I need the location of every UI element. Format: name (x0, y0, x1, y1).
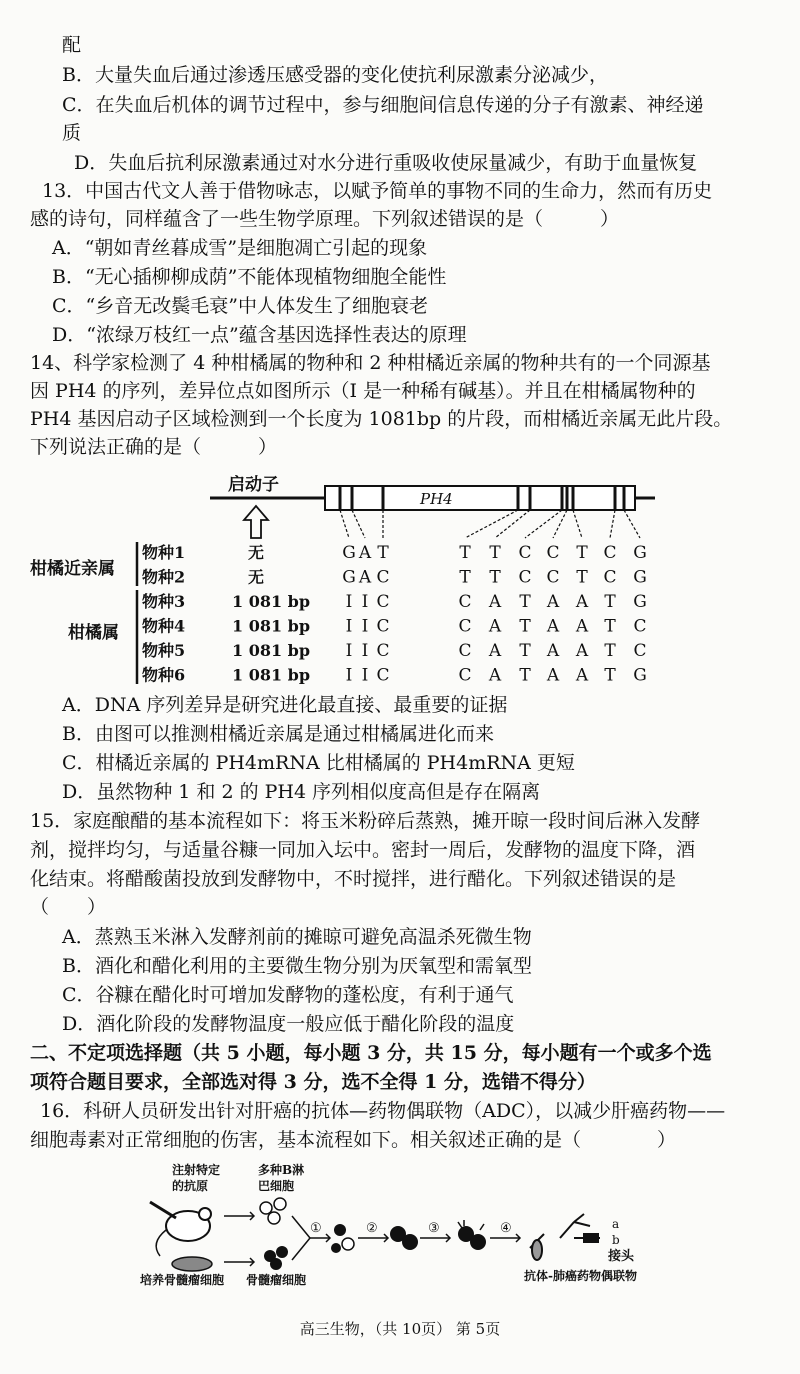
species-name: 物种1 (142, 543, 186, 562)
adc-label: 抗体-肺癌药物偶联物 (524, 1269, 637, 1283)
base-cell: C (458, 641, 472, 661)
fragment-length: 无 (248, 543, 265, 562)
base-cell: G (342, 543, 356, 563)
antibody-drug-icon (530, 1214, 600, 1260)
step-2-label: ② (366, 1221, 378, 1236)
question-15-cont: （ ） (30, 896, 107, 918)
question-14: 14、科学家检测了 4 种柑橘属的物种和 2 种柑橘近亲属的物种共有的一个同源基 (30, 352, 711, 374)
option-c: C．在失血后机体的调节过程中，参与细胞间信息传递的分子有激素、神经递 (62, 94, 704, 116)
base-cell: T (459, 543, 471, 563)
fragment-length: 1 081 bp (232, 616, 311, 636)
q14-option-c: C．柑橘近亲属的 PH4mRNA 比柑橘属的 PH4mRNA 更短 (62, 752, 575, 774)
species-name: 物种2 (142, 567, 186, 587)
question-16-cont: 细胞毒素对正常细胞的伤害，基本流程如下。相关叙述正确的是（ ） (30, 1129, 677, 1151)
base-cell: G (342, 567, 356, 588)
bcell-label-2: 巴细胞 (258, 1179, 295, 1193)
base-cell: A (546, 616, 560, 637)
base-cell: T (604, 592, 616, 612)
q15-option-a: A．蒸熟玉米淋入发酵剂前的摊晾可避免高温杀死微生物 (62, 926, 532, 948)
question-15-cont: 化结束。将醋酸菌投放到发酵物中，不时搅拌，进行醋化。下列叙述错误的是 (30, 868, 677, 890)
base-cell: T (576, 567, 588, 588)
base-cell: C (376, 665, 390, 686)
gene-label: PH4 (420, 490, 453, 508)
q14-option-b: B．由图可以推测柑橘近亲属是通过柑橘属进化而来 (62, 723, 494, 745)
q15-option-b: B．酒化和醋化利用的主要微生物分别为厌氧型和需氧型 (62, 955, 532, 977)
base-cell: C (546, 543, 560, 563)
base-cell: C (458, 616, 472, 637)
adc-flow-figure (0, 1158, 800, 1288)
base-cell: A (575, 592, 589, 612)
promoter-label: 启动子 (228, 475, 279, 495)
base-cell: I (345, 665, 353, 686)
base-cell: C (633, 641, 647, 661)
question-14-cont: 下列说法正确的是（ ） (30, 436, 278, 458)
question-14-cont: PH4 基因启动子区域检测到一个长度为 1081bp 的片段，而柑橘近亲属无此片段。 (30, 408, 733, 430)
ph4-sequence-figure (0, 468, 800, 690)
base-cell: I (361, 641, 369, 661)
base-cell: C (376, 592, 390, 612)
base-cell: T (604, 641, 616, 661)
section-heading: 二、不定项选择题（共 5 小题，每小题 3 分，共 15 分，每小题有一个或多个选 (30, 1042, 712, 1064)
base-cell: A (488, 665, 502, 686)
base-cell: T (576, 543, 588, 563)
option-b: B．大量失血后通过渗透压感受器的变化使抗利尿激素分泌减少， (62, 64, 608, 86)
base-cell: I (345, 592, 353, 612)
base-cell: A (575, 641, 589, 661)
base-cell: A (358, 543, 372, 563)
base-cell: I (361, 665, 369, 686)
base-cell: C (458, 592, 472, 612)
base-cell: T (489, 543, 501, 563)
base-cell: G (633, 543, 647, 563)
question-13-cont: 感的诗句，同样蕴含了一些生物学原理。下列叙述错误的是（ ） (30, 208, 620, 230)
base-cell: T (489, 567, 501, 588)
step-1-label: ① (310, 1221, 322, 1236)
species-name: 物种6 (142, 665, 186, 685)
base-cell: A (546, 592, 560, 612)
base-cell: A (546, 641, 560, 661)
base-cell: C (546, 567, 560, 588)
base-cell: G (633, 665, 647, 686)
linker-label: 接头 (608, 1249, 635, 1264)
question-16: 16．科研人员研发出针对肝癌的抗体—药物偶联物（ADC），以减少肝癌药物—— (40, 1100, 726, 1122)
base-cell: A (575, 616, 589, 637)
inject-label-1: 注射特定 (172, 1163, 221, 1177)
base-cell: T (519, 665, 531, 686)
base-cell: C (518, 567, 532, 588)
base-cell: C (376, 616, 390, 637)
base-cell: T (604, 616, 616, 637)
step-4-label: ④ (500, 1221, 512, 1236)
base-cell: G (633, 567, 647, 588)
promoter-arrow (244, 506, 268, 538)
q15-option-d: D．酒化阶段的发酵物温度一般应低于醋化阶段的温度 (62, 1013, 515, 1035)
group-label-near: 柑橘近亲属 (30, 559, 115, 579)
q13-option-b: B．“无心插柳柳成荫”不能体现植物细胞全能性 (52, 266, 447, 288)
base-cell: C (518, 543, 532, 563)
base-cell: A (488, 641, 502, 661)
q14-option-d: D．虽然物种 1 和 2 的 PH4 序列相似度高但是存在隔离 (62, 781, 541, 803)
ph4-gene-box (325, 486, 635, 510)
base-cell: T (519, 592, 531, 612)
step-3-label: ③ (428, 1221, 440, 1236)
label-b: b (612, 1233, 620, 1247)
base-cell: A (358, 567, 372, 588)
base-cell: I (361, 616, 369, 637)
group-label-citrus: 柑橘属 (68, 623, 119, 643)
base-cell: A (575, 665, 589, 686)
section-heading-cont: 项符合题目要求，全部选对得 3 分，选不全得 1 分，选错不得分） (30, 1071, 596, 1093)
base-cell: T (519, 616, 531, 637)
base-cell: A (546, 665, 560, 686)
base-cell: T (519, 641, 531, 661)
q13-option-c: C．“乡音无改鬓毛衰”中人体发生了细胞衰老 (52, 295, 428, 317)
hybridoma-cells-icon (390, 1226, 418, 1250)
species-name: 物种5 (142, 641, 186, 660)
base-cell: I (345, 641, 353, 661)
b-cells-icon (260, 1198, 286, 1224)
base-cell: T (459, 567, 471, 588)
base-cell: A (488, 616, 502, 637)
q13-option-d: D．“浓绿万枝红一点”蕴含基因选择性表达的原理 (52, 324, 467, 346)
base-cell: C (458, 665, 472, 686)
base-cell: T (377, 543, 389, 563)
page-footer: 高三生物，（共 10页） 第 5页 (299, 1320, 501, 1338)
text-line: 配 (62, 34, 82, 56)
fused-cells-icon (331, 1224, 354, 1253)
fragment-length: 1 081 bp (232, 641, 311, 660)
base-cell: I (361, 592, 369, 612)
culture-dish-icon (172, 1257, 212, 1271)
species-name: 物种3 (142, 592, 186, 611)
base-cell: I (345, 616, 353, 637)
site-connector-lines (340, 510, 640, 538)
q13-option-a: A．“朝如青丝暮成雪”是细胞凋亡引起的现象 (52, 237, 428, 259)
antibody-secreting-cells-icon (458, 1220, 486, 1250)
base-cell: C (633, 616, 647, 637)
question-14-cont: 因 PH4 的序列，差异位点如图所示（I 是一种稀有碱基）。并且在柑橘属物种的 (30, 380, 696, 402)
base-cell: C (376, 641, 390, 661)
base-cell: G (633, 592, 647, 612)
inject-label-2: 的抗原 (172, 1179, 209, 1193)
question-15: 15．家庭酿醋的基本流程如下：将玉米粉碎后蒸熟，摊开晾一段时间后淋入发酵 (30, 810, 701, 832)
fragment-length: 1 081 bp (232, 665, 311, 685)
fragment-length: 1 081 bp (232, 592, 311, 611)
myeloma-label: 骨髓瘤细胞 (246, 1273, 307, 1287)
myeloma-cells-icon (264, 1246, 288, 1270)
option-d: D．失血后抗利尿激素通过对水分进行重吸收使尿量减少，有助于血量恢复 (74, 152, 698, 174)
question-13: 13．中国古代文人善于借物咏志，以赋予简单的事物不同的生命力，然而有历史 (42, 180, 713, 202)
bcell-label-1: 多种B淋 (258, 1163, 305, 1177)
base-cell: T (604, 665, 616, 686)
base-cell: C (603, 567, 617, 588)
base-cell: C (376, 567, 390, 588)
q15-option-c: C．谷糠在醋化时可增加发酵物的蓬松度，有利于通气 (62, 984, 514, 1006)
base-cell: A (488, 592, 502, 612)
q14-option-a: A．DNA 序列差异是研究进化最直接、最重要的证据 (62, 694, 508, 716)
culture-label: 培养骨髓瘤细胞 (140, 1273, 225, 1287)
mouse-icon (150, 1202, 211, 1256)
fragment-length: 无 (248, 567, 265, 587)
species-name: 物种4 (142, 616, 186, 636)
text-line: 质 (62, 122, 82, 144)
base-cell: C (603, 543, 617, 563)
label-a: a (612, 1217, 620, 1231)
question-15-cont: 剂，搅拌均匀，与适量谷糠一同加入坛中。密封一周后，发酵物的温度下降，酒 (30, 839, 696, 861)
